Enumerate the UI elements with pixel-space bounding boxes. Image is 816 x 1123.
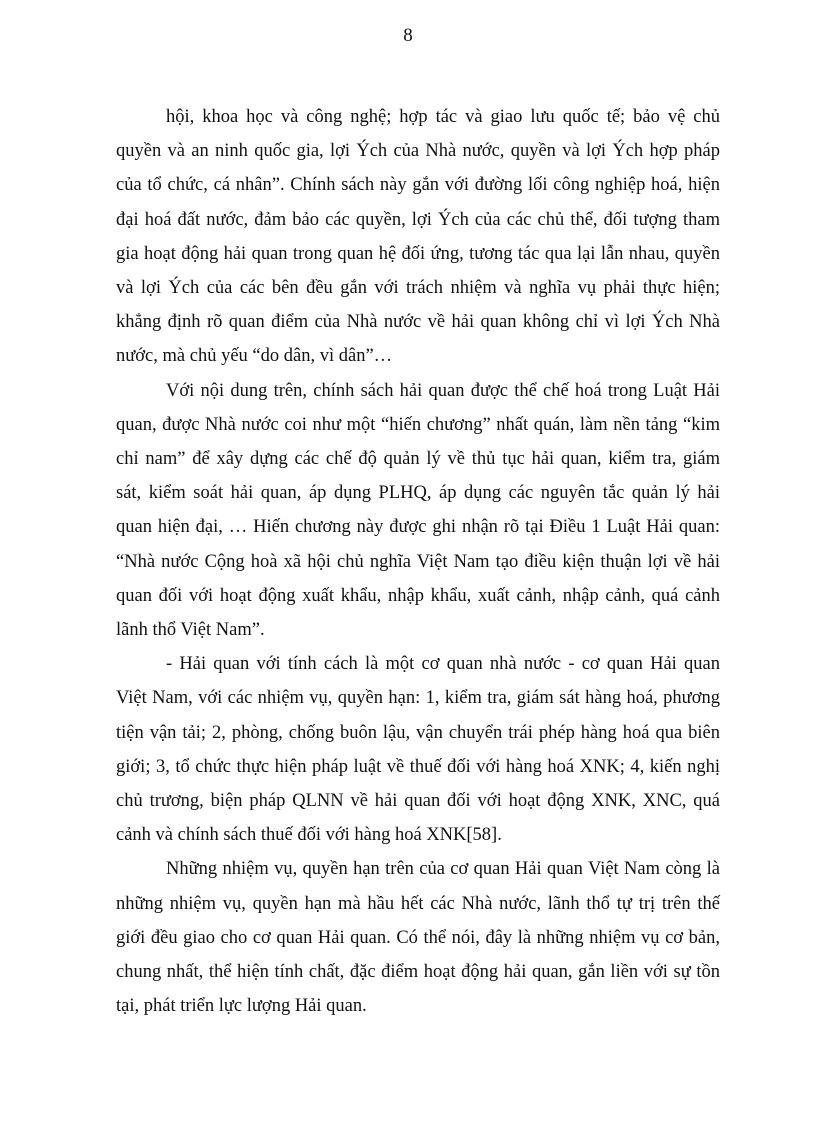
text-line: chỉ nam” để xây dựng các chế độ quản lý về thủ tục hải quan, kiểm tra, giám [116,449,720,470]
text-line: chủ trương, biện pháp QLNN về hải quan đối với hoạt động XNK, XNC, quá [116,791,720,812]
text-line: quan đối với hoạt động xuất khẩu, nhập khẩu, xuất cảnh, nhập cảnh, quá cảnh [116,585,720,606]
text-line: những nhiệm vụ, quyền hạn mà hầu hết các Nhà nước, lãnh thổ tự trị trên thế [116,893,720,914]
text-line: giới đều giao cho cơ quan Hải quan. Có thể nói, đây là những nhiệm vụ cơ bản, [116,927,720,948]
text-line: đại hoá đất nước, đảm bảo các quyền, lợi Ých của các chủ thể, đối tượng tham [116,209,720,230]
text-line: tại, phát triển lực lượng Hải quan. [116,996,367,1017]
text-line: hội, khoa học và công nghệ; hợp tác và giao lưu quốc tế; bảo vệ chủ [166,107,720,127]
text-line: quyền và an ninh quốc gia, lợi Ých của Nhà nước, quyền và lợi Ých hợp pháp [116,141,720,162]
text-line: nước, mà chủ yếu “do dân, vì dân”… [116,346,393,367]
paragraph [116,374,720,648]
text-line: “Nhà nước Cộng hoà xã hội chủ nghĩa Việt Nam tạo điều kiện thuận lợi về hải [116,551,720,572]
text-line: Những nhiệm vụ, quyền hạn trên của cơ quan Hải quan Việt Nam còng là [166,859,720,880]
text-line: lãnh thổ Việt Nam”. [116,620,265,641]
text-line: khẳng định rõ quan điểm của Nhà nước về hải quan không chỉ vì lợi Ých Nhà [116,312,720,333]
text-line: và lợi Ých của các bên đều gắn với trách nhiệm và nghĩa vụ phải thực hiện; [116,278,720,299]
text-line: tiện vận tải; 2, phòng, chống buôn lậu, vận chuyển trái phép hàng hoá qua biên [116,722,720,743]
text-line: gia hoạt động hải quan trong quan hệ đối ứng, tương tác qua lại lẫn nhau, quyền [116,243,720,264]
paragraph [116,100,720,374]
paragraph [116,852,720,1023]
text-line: cảnh và chính sách thuế đối với hàng hoá XNK[58]. [116,825,502,846]
text-line: Việt Nam, với các nhiệm vụ, quyền hạn: 1, kiểm tra, giám sát hàng hoá, phương [116,688,720,709]
text-line: sát, kiểm soát hải quan, áp dụng PLHQ, áp dụng các nguyên tắc quản lý hải [116,483,720,504]
text-line: giới; 3, tổ chức thực hiện pháp luật về thuế đối với hàng hoá XNK; 4, kiến nghị [116,756,720,777]
text-line: Với nội dung trên, chính sách hải quan được thể chế hoá trong Luật Hải [166,380,720,401]
text-line: quan hiện đại, … Hiến chương này được ghi nhận rõ tại Điều 1 Luật Hải quan: [116,517,720,538]
text-line: của tổ chức, cá nhân”. Chính sách này gắn với đường lối công nghiệp hoá, hiện [116,175,720,196]
text-line: quan, được Nhà nước coi như một “hiến chương” nhất quán, làm nền tảng “kim [116,414,720,435]
page-number: 8 [403,25,413,46]
text-line: chung nhất, thể hiện tính chất, đặc điểm hoạt động hải quan, gắn liền với sự tồn [116,962,720,983]
paragraph [116,647,720,852]
body-text [116,100,720,1023]
text-line: - Hải quan với tính cách là một cơ quan nhà nước - cơ quan Hải quan [166,654,720,675]
